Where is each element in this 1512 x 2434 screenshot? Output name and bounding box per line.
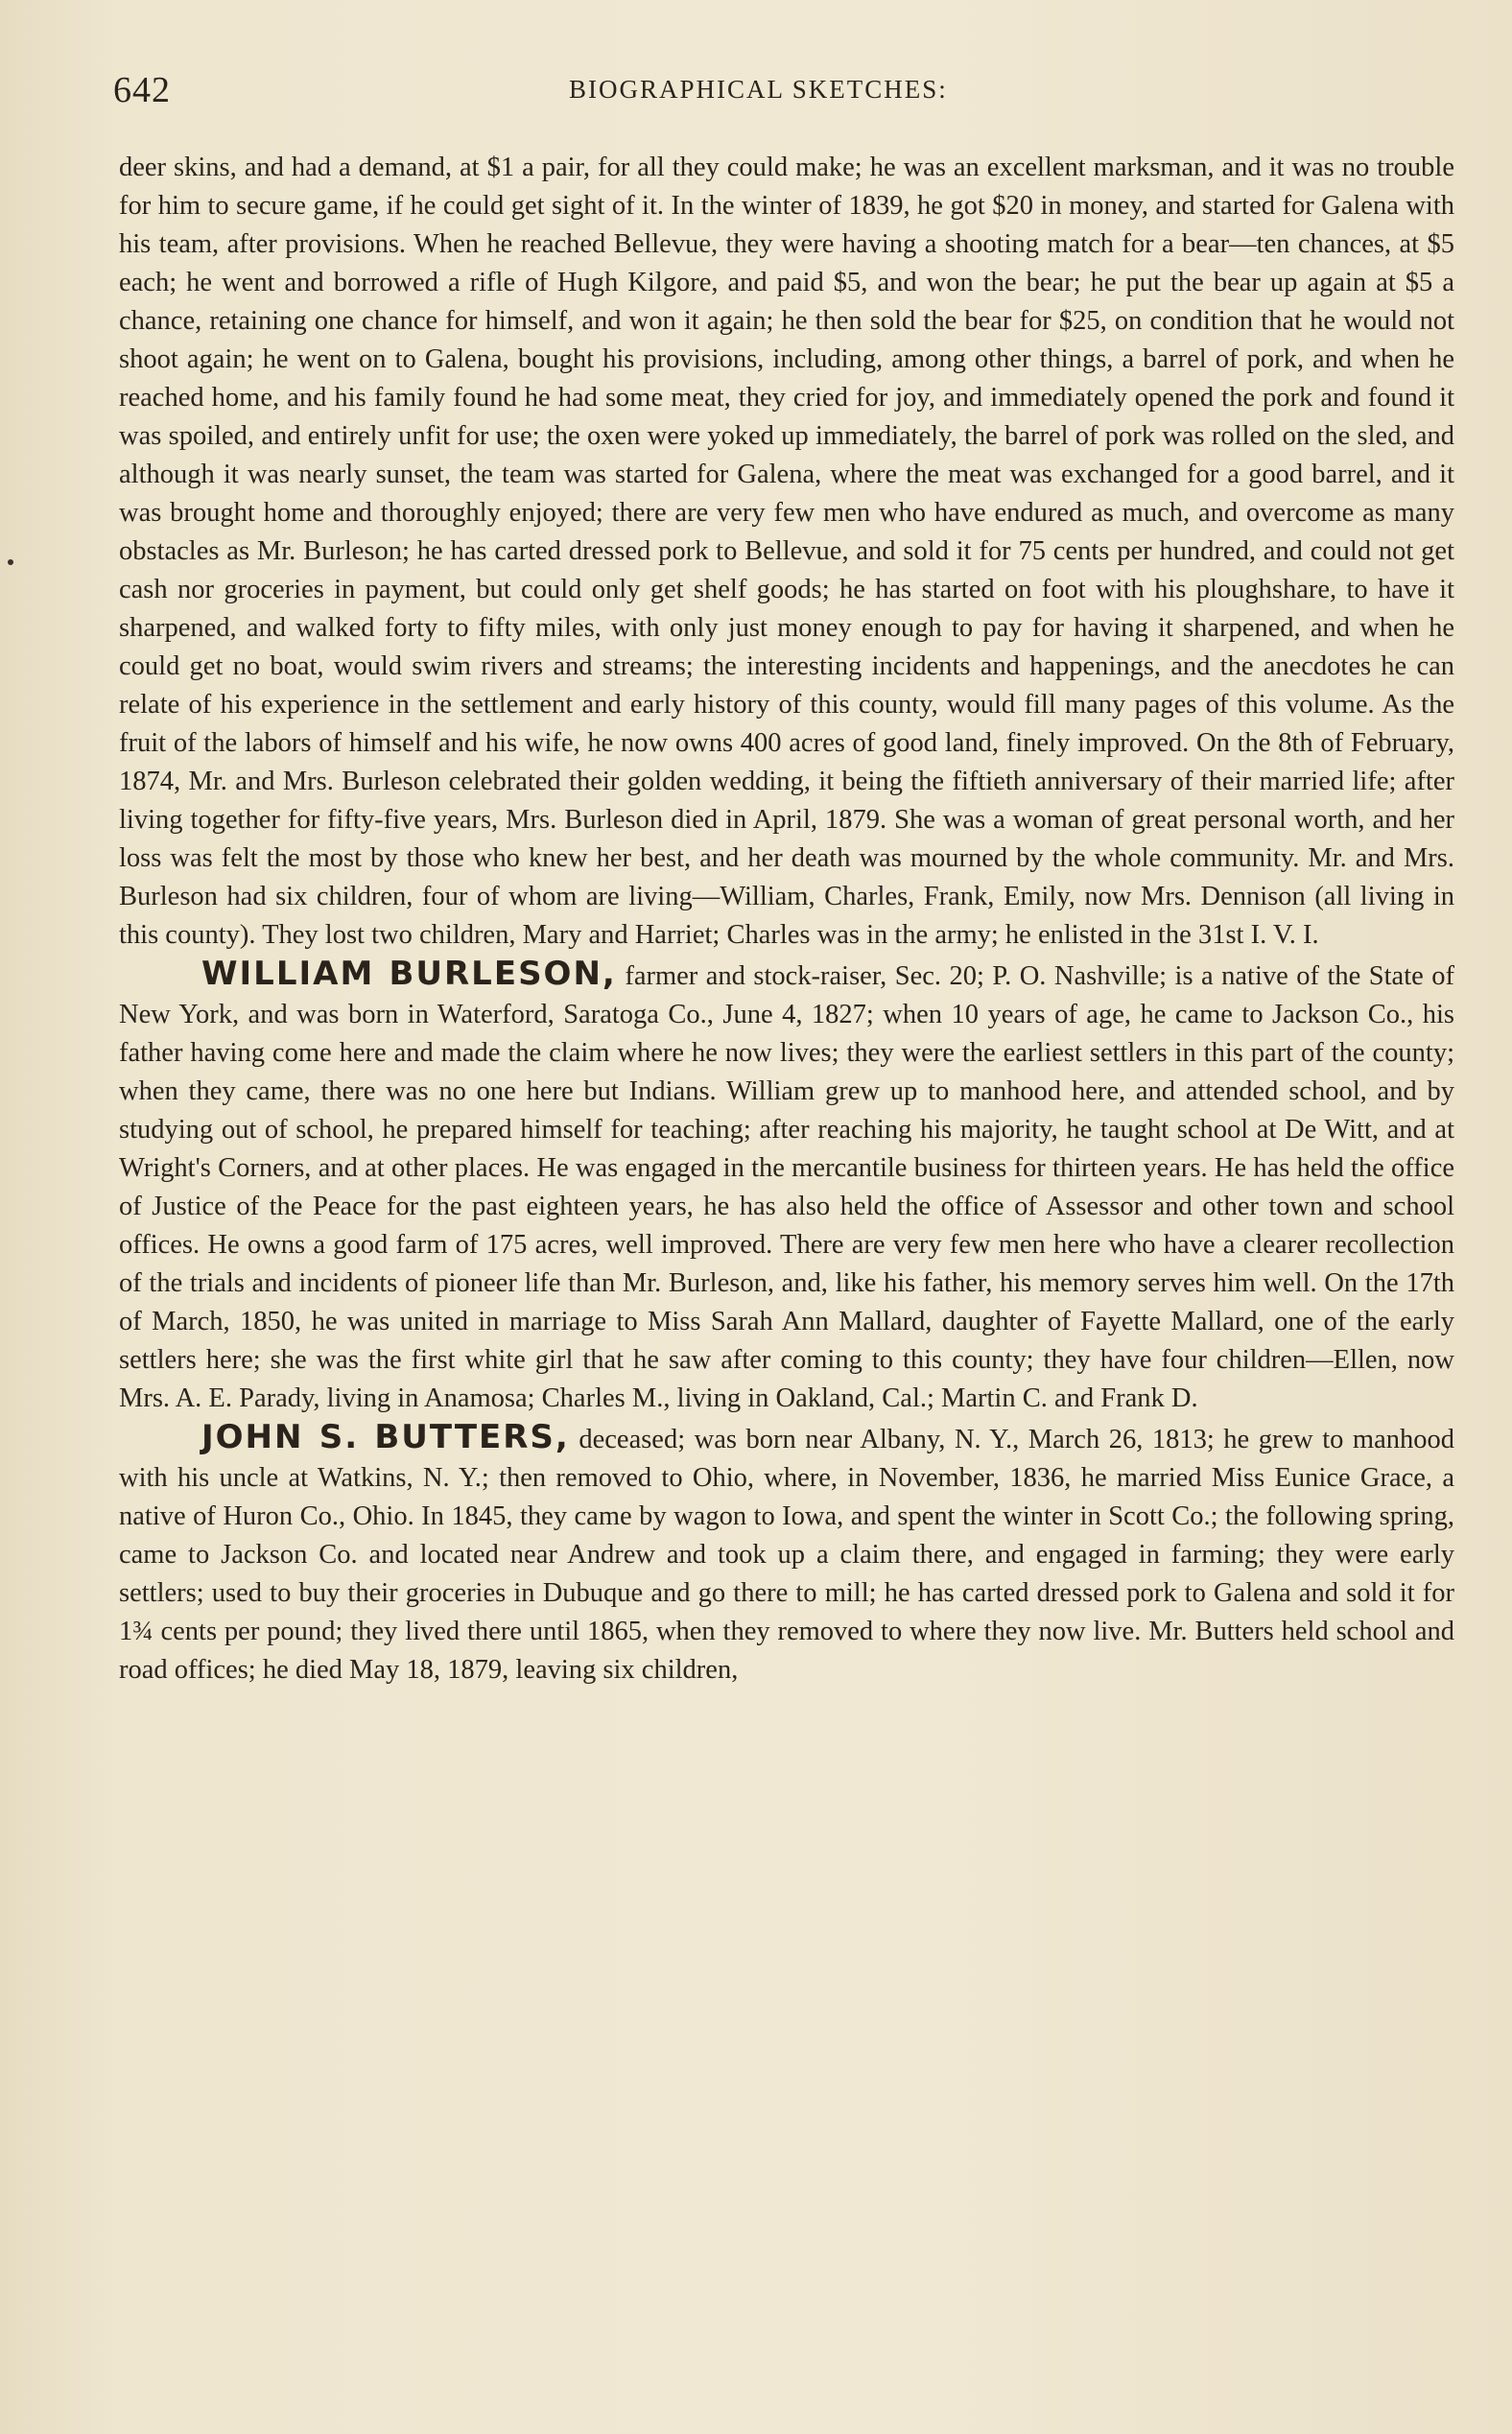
continued-paragraph: deer skins, and had a demand, at $1 a pair, for all they could make; he was an excellent marksman, and it was no trouble for him to secure game, if he could get sight of it. In the winter of 1839, he got $20 in money, and started for Galena with his team, after provisions. When he reached Bellevue, they were having a shooting match for a bear—ten chances, at $5 each; he went and borrowed a rifle of Hugh Kilgore, and paid $5, and won the bear; he put the bear up again at $5 a chance, retaining one chance for himself, and won it again; he then sold the bear for $25, on condition that he would not shoot again; he went on to Galena, bought his provisions, including, among other things, a barrel of pork, and when he reached home, and his family found he had some meat, they cried for joy, and immediately opened the pork and found it was spoiled, and entirely unfit for use; the oxen were yoked up immediately, the barrel of pork was rolled on the sled, and although it was nearly sunset, the team was started for Galena, where the meat was exchanged for a good barrel, and it was brought home and thoroughly enjoyed; there are very few men who have endured as much, and overcome as many obstacles as Mr. Burleson; he has carted dressed pork to Bellevue, and sold it for 75 cents per hundred, and could not get cash nor groceries in payment, but could only get shelf goods; he has started on foot with his ploughshare, to have it sharpened, and walked forty to fifty miles, with only just money enough to pay for having it sharpened, and when he could get no boat, would swim rivers and streams; the interesting incidents and happenings, and the anecdotes he can relate of his experience in the settlement and early history of this county, would fill many pages of this volume. As the fruit of the labors of himself and his wife, he now owns 400 acres of good land, finely improved. On the 8th of February, 1874, Mr. and Mrs. Burleson celebrated their golden wedding, it being the fiftieth anniversary of their married life; after living together for fifty-five years, Mrs. Burleson died in April, 1879. She was a woman of great personal worth, and her loss was felt the most by those who knew her best, and her death was mourned by the whole community. Mr. and Mrs. Burleson had six children, four of whom are living—William, Charles, Frank, Emily, now Mrs. Dennison (all living in this county). They lost two children, Mary and Harriet; Charles was in the army; he enlisted in the 31st I. V. I. <box>119 153 1454 950</box>
page-number: 642 <box>113 70 171 110</box>
entry-william-burleson <box>119 955 1454 1418</box>
entry-text: farmer and stock-raiser, Sec. 20; P. O. Nashville; is a native of the State of New York, and was born in Waterford, Saratoga Co., June 4, 1827; when 10 years of age, he came to Jackson Co., his father having come here and made the claim where he now lives; they were the earliest settlers in this part of the county; when they came, there was no one here but Indians. William grew up to manhood here, and attended school, and by studying out of school, he prepared himself for teaching; after reaching his majority, he taught school at De Witt, and at Wright's Corners, and at other places. He was engaged in the mercantile business for thirteen years. He has held the office of Justice of the Peace for the past eighteen years, he has also held the office of Assessor and other town and school offices. He owns a good farm of 175 acres, well improved. There are very few men here who have a clearer recollection of the trials and incidents of pioneer life than Mr. Burleson, and, like his father, his memory serves him well. On the 17th of March, 1850, he was united in marriage to Miss Sarah Ann Mallard, daughter of Fayette Mallard, one of the early settlers here; she was the first white girl that he saw after coming to this county; they have four children—Ellen, now Mrs. A. E. Parady, living in Anamosa; Charles M., living in Oakland, Cal.; Martin C. and Frank D. <box>119 961 1454 1413</box>
entry-name: JOHN S. BUTTERS, <box>201 1418 570 1456</box>
page-header <box>113 69 1456 117</box>
entry-john-s-butters <box>119 1418 1454 1690</box>
entry-name: WILLIAM BURLESON, <box>201 955 617 993</box>
body-text <box>119 149 1454 1690</box>
running-head: BIOGRAPHICAL SKETCHES: <box>569 75 948 104</box>
margin-mark <box>8 559 13 565</box>
entry-text: deceased; was born near Albany, N. Y., March 26, 1813; he grew to manhood with his uncle at Watkins, N. Y.; then removed to Ohio, where, in November, 1836, he married Miss Eunice Grace, a native of Huron Co., Ohio. In 1845, they came by wagon to Iowa, and spent the winter in Scott Co.; the following spring, came to Jackson Co. and located near Andrew and took up a claim there, and engaged in farming; they were early settlers; used to buy their groceries in Dubuque and go there to mill; he has carted dressed pork to Galena and sold it for 1¾ cents per pound; they lived there until 1865, when they removed to where they now live. Mr. Butters held school and road offices; he died May 18, 1879, leaving six children, <box>119 1425 1454 1685</box>
